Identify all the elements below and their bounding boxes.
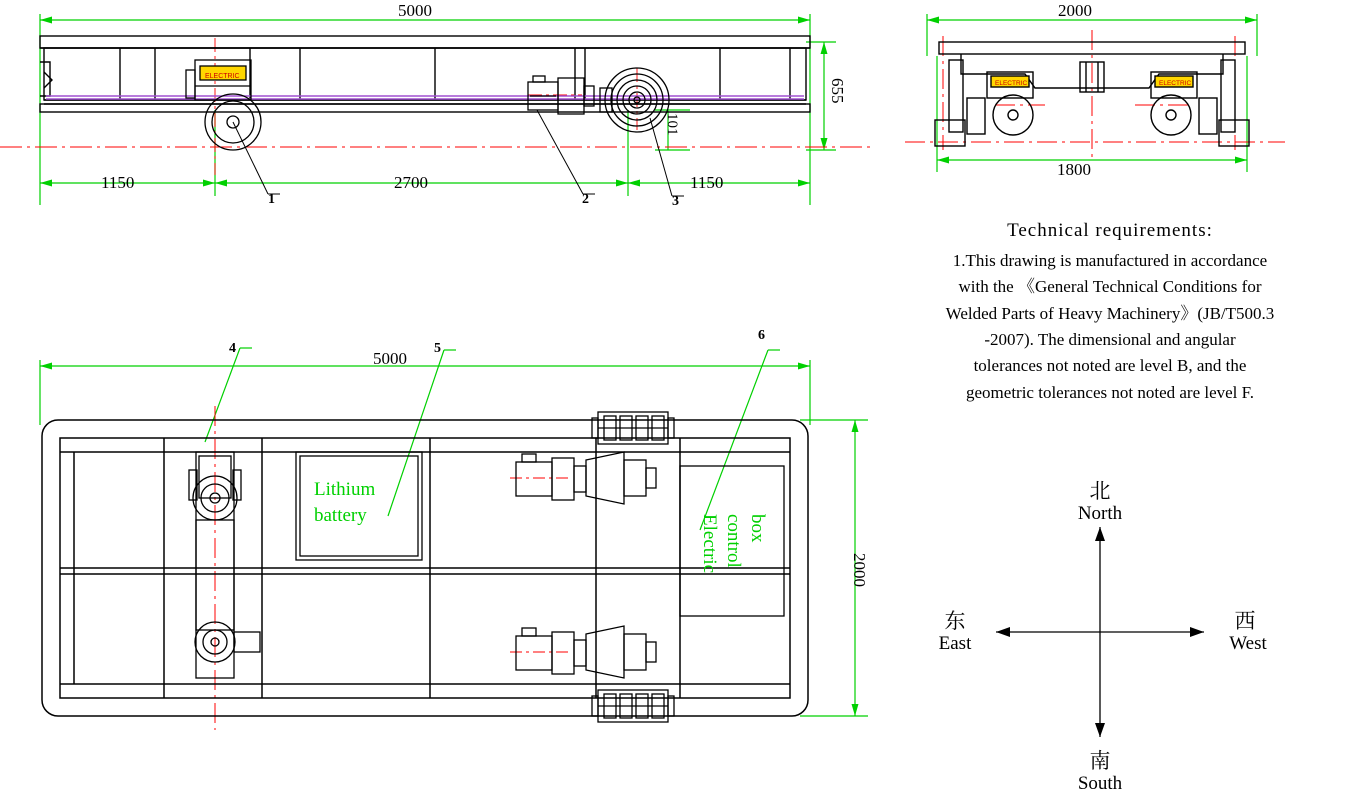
compass-south-en: South — [1077, 773, 1123, 794]
compass-south-cn: 南 — [1089, 750, 1111, 773]
svg-text:ELECTRIC: ELECTRIC — [205, 73, 240, 80]
tech-line-1: 1.This drawing is manufactured in accordance — [952, 251, 1268, 270]
tech-line-4: -2007). The dimensional and angular — [984, 330, 1236, 350]
callout-1: 1 — [268, 192, 275, 207]
callout-5: 5 — [434, 341, 441, 356]
control-box-label-line3: box — [747, 514, 768, 543]
end-view-dim-1800: 1800 — [1057, 160, 1091, 179]
tech-line-3: Welded Parts of Heavy Machinery》(JB/T500.3 — [945, 303, 1275, 323]
side-view-dim-1150-right: 1150 — [690, 173, 724, 192]
end-view-dim-2000: 2000 — [1058, 1, 1092, 20]
callout-6: 6 — [758, 328, 765, 343]
lithium-battery-label-line2: battery — [314, 505, 367, 526]
side-view-dim-101: 101 — [664, 113, 680, 136]
top-view-drawing — [0, 330, 880, 790]
callout-3: 3 — [672, 194, 679, 209]
callout-4: 4 — [229, 341, 236, 356]
svg-text:ELECTRIC: ELECTRIC — [1159, 80, 1192, 87]
top-view-dim-2000: 2000 — [850, 553, 869, 587]
compass-east-en: East — [938, 633, 972, 654]
side-view-dim-1150-left: 1150 — [101, 173, 135, 192]
control-box-label-line1: Electric — [699, 514, 720, 574]
tech-line-2: with the 《General Technical Conditions for — [958, 277, 1262, 297]
technical-requirements-title: Technical requirements: — [1007, 220, 1213, 241]
top-view-dim-5000: 5000 — [373, 349, 407, 368]
lithium-battery-label-line1: Lithium — [314, 479, 376, 500]
compass-north-cn: 北 — [1089, 480, 1111, 503]
tech-line-6: geometric tolerances not noted are level F. — [966, 382, 1254, 402]
side-view-dim-655: 655 — [828, 78, 847, 104]
side-view-dim-2700: 2700 — [394, 173, 428, 192]
side-view-dim-5000: 5000 — [398, 1, 432, 20]
tech-line-5: tolerances not noted are level B, and the — [973, 356, 1247, 376]
compass-west-en: West — [1229, 633, 1267, 654]
control-box-label-line2: control — [723, 514, 744, 568]
compass-west-cn: 西 — [1234, 610, 1256, 633]
compass-north-en: North — [1077, 503, 1123, 524]
compass-east-cn: 东 — [944, 610, 966, 633]
end-view-drawing — [905, 0, 1285, 185]
callout-2: 2 — [582, 192, 589, 207]
svg-text:ELECTRIC: ELECTRIC — [995, 80, 1028, 87]
compass-rose — [900, 465, 1320, 801]
technical-requirements-block — [880, 220, 1340, 406]
